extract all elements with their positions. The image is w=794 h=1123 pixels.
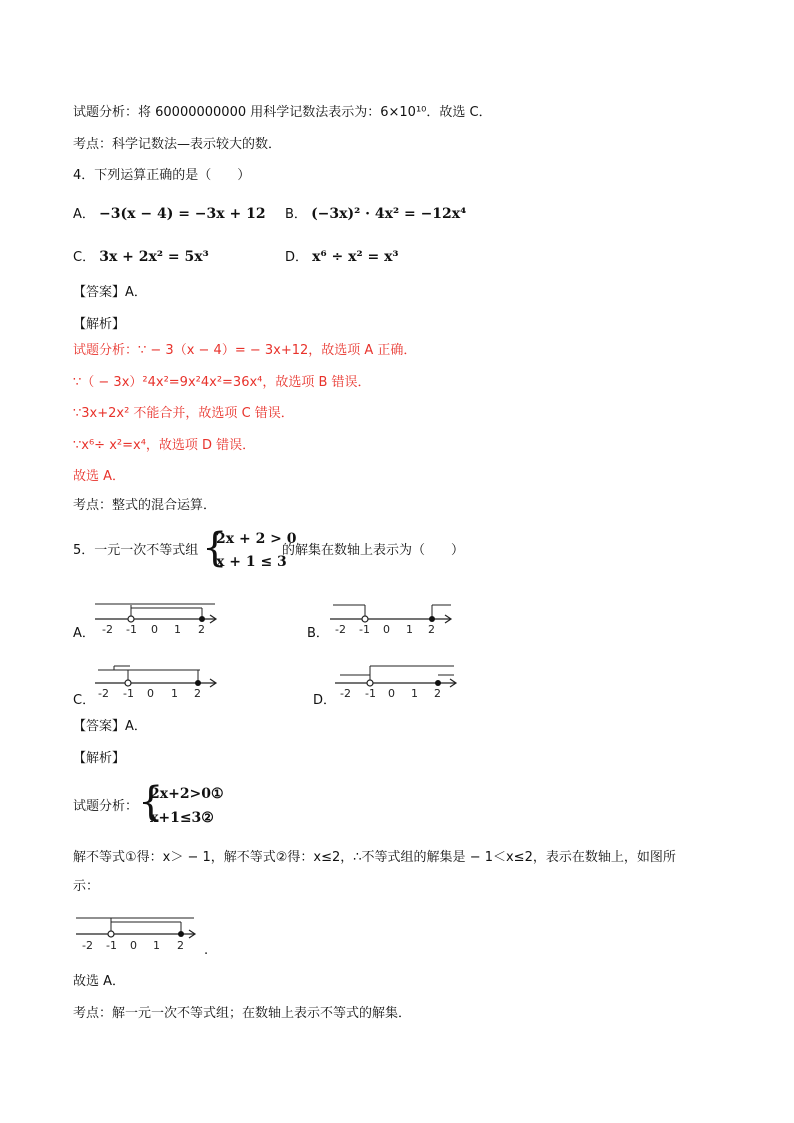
tick-label: 1 — [411, 687, 418, 700]
tick-label: -2 — [340, 687, 351, 700]
q5-number-line-b — [325, 600, 460, 642]
q4-analysis-line1: 试题分析：∵ − 3（x − 4）= − 3x+12，故选项 A 正确． — [73, 343, 417, 358]
tick-label: -1 — [126, 623, 137, 636]
q4-d-label: D． — [285, 250, 309, 265]
q4-b-label: B． — [285, 207, 307, 222]
q4-option-a — [73, 205, 266, 224]
q5-sys-brace: { — [138, 779, 164, 825]
q4-stem: 4．下列运算正确的是（ ） — [73, 168, 251, 183]
tick-label: 0 — [151, 623, 158, 636]
q5-brace: { — [202, 525, 228, 571]
q5-number-line-d — [330, 662, 465, 704]
tick-label: 2 — [434, 687, 441, 700]
tick-label: -1 — [106, 939, 117, 952]
tick-label: -1 — [365, 687, 376, 700]
q5-ineq2: x + 1 ≤ 3 — [216, 554, 287, 570]
q5-answer: 【答案】A． — [73, 719, 147, 734]
q5-final: 故选 A． — [73, 974, 126, 989]
q5-analysis-label: 试题分析： — [73, 799, 139, 814]
q4-option-b — [285, 205, 466, 224]
tick-label: -2 — [335, 623, 346, 636]
q5-number-line-a — [90, 600, 225, 642]
q4-jiexi: 【解析】 — [73, 317, 126, 332]
tick-label: -1 — [123, 687, 134, 700]
q3-point: 考点：科学记数法—表示较大的数． — [73, 137, 282, 152]
q4-analysis-line5: 故选 A． — [73, 469, 126, 484]
tick-label: 0 — [147, 687, 154, 700]
tick-label: 0 — [388, 687, 395, 700]
q5-ineq1: 2x + 2 > 0 — [216, 531, 297, 547]
q3-analysis: 试题分析：将 60000000000 用科学记数法表示为：6×10¹⁰．故选 C． — [73, 105, 492, 120]
q5-jiexi: 【解析】 — [73, 751, 126, 766]
q5-stem-post: 的解集在数轴上表示为（ ） — [282, 543, 465, 558]
tick-label: 1 — [153, 939, 160, 952]
q4-point: 考点：整式的混合运算． — [73, 498, 217, 513]
q5-figure-period: . — [204, 943, 209, 958]
tick-label: 1 — [174, 623, 181, 636]
q5-sys1: 2x+2>0① — [150, 786, 224, 802]
tick-label: 0 — [383, 623, 390, 636]
tick-label: 2 — [194, 687, 201, 700]
q4-a-label: A． — [73, 207, 95, 222]
tick-label: 2 — [198, 623, 205, 636]
q5-number-line-c — [90, 662, 225, 704]
q4-c-label: C． — [73, 250, 96, 265]
q4-analysis-line3: ∵3x+2x² 不能合并，故选项 C 错误． — [73, 406, 294, 421]
tick-label: -2 — [98, 687, 109, 700]
q5-solve-line2: 示： — [73, 879, 100, 894]
q5-point: 考点：解一元一次不等式组；在数轴上表示不等式的解集． — [73, 1006, 412, 1021]
tick-label: -2 — [82, 939, 93, 952]
tick-label: 1 — [406, 623, 413, 636]
tick-label: 2 — [177, 939, 184, 952]
q4-option-d — [285, 248, 399, 267]
tick-label: 1 — [171, 687, 178, 700]
q5-solve-line1: 解不等式①得：x＞ − 1，解不等式②得：x≤2，∴不等式组的解集是 − 1＜x≤2，表示在数轴上，如图所 — [73, 850, 676, 865]
tick-label: 2 — [428, 623, 435, 636]
q5-stem-pre: 5．一元一次不等式组 — [73, 543, 199, 558]
q4-d-expr: x⁶ ÷ x² = x³ — [312, 249, 399, 265]
q4-c-expr: 3x + 2x² = 5x³ — [99, 249, 209, 265]
q4-analysis-line4: ∵x⁶÷ x²=x⁴，故选项 D 错误． — [73, 438, 256, 453]
tick-label: -1 — [359, 623, 370, 636]
q5-c-label: C． — [73, 693, 96, 708]
q4-a-expr: −3(x − 4) = −3x + 12 — [99, 206, 266, 222]
q5-b-label: B． — [307, 626, 329, 641]
q5-sys2: x+1≤3② — [150, 810, 214, 826]
q4-b-expr: (−3x)² · 4x² = −12x⁴ — [311, 206, 467, 222]
q4-option-c — [73, 248, 209, 267]
q5-solution-number-line — [72, 912, 202, 954]
tick-label: 0 — [130, 939, 137, 952]
q4-answer: 【答案】A． — [73, 285, 147, 300]
tick-label: -2 — [102, 623, 113, 636]
q5-d-label: D． — [313, 693, 337, 708]
q4-analysis-line2: ∵（ − 3x）²4x²=9x²4x²=36x⁴，故选项 B 错误． — [73, 375, 371, 390]
q5-a-label: A． — [73, 626, 95, 641]
